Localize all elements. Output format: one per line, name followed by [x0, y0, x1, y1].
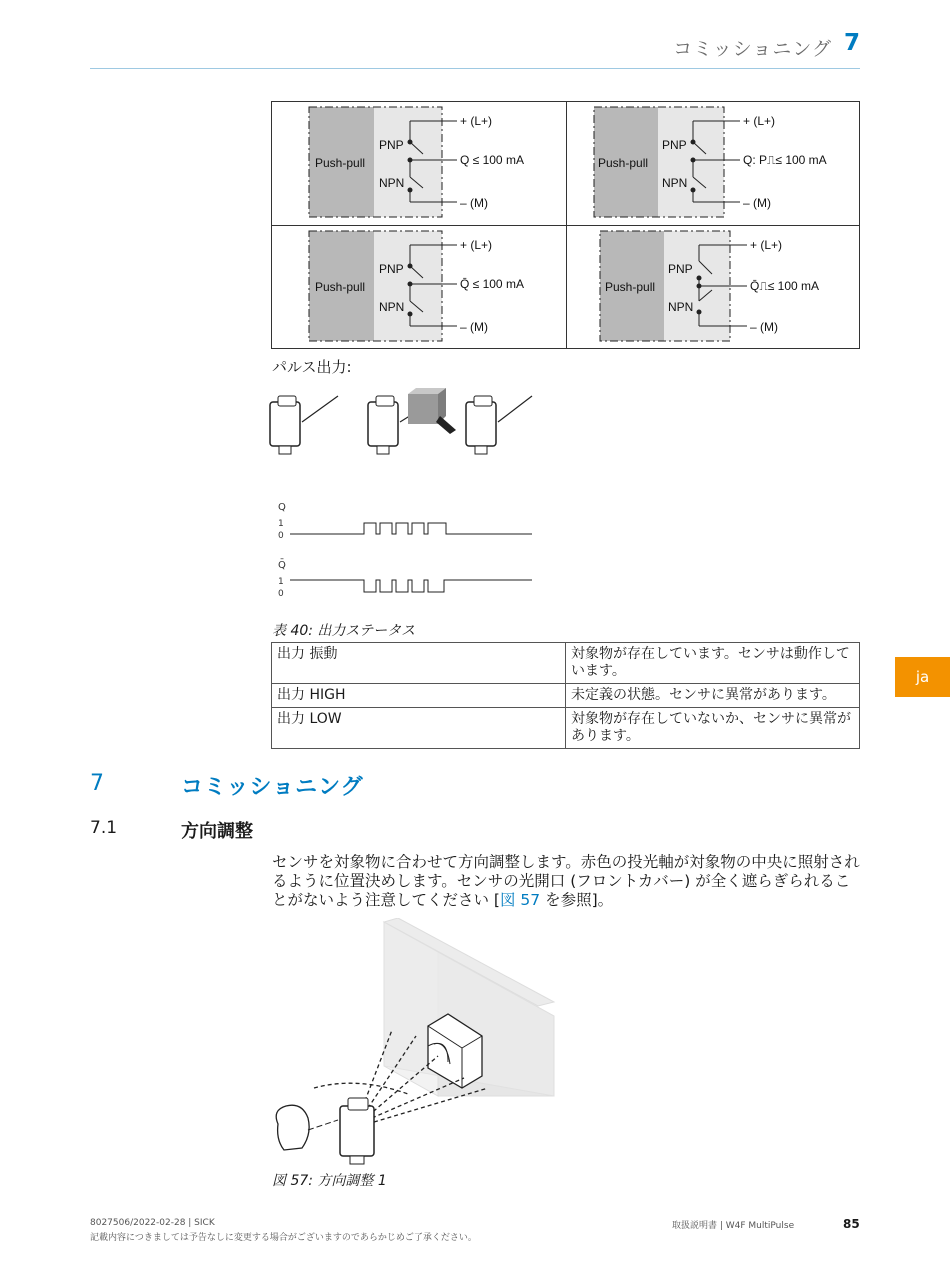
circuit-cell	[272, 102, 565, 224]
subsection-number: 7.1	[90, 818, 118, 838]
page-number: 85	[843, 1217, 860, 1231]
minus-label: – (M)	[750, 320, 778, 334]
minus-label: – (M)	[460, 320, 488, 334]
figure-link[interactable]: 図 57	[499, 891, 541, 909]
output-label: Q̄ ≤ 100 mA	[460, 277, 524, 291]
pnp-label: PNP	[379, 262, 404, 276]
plus-label: + (L+)	[460, 238, 493, 252]
status-description: 未定義の状態。センサに異常があります。	[566, 684, 860, 708]
table-caption: 表 40: 出力ステータス	[272, 623, 416, 639]
figure-caption: 図 57: 方向調整 1	[272, 1173, 387, 1189]
minus-label: – (M)	[460, 196, 488, 210]
pnp-label: PNP	[668, 262, 693, 276]
subsection-title: 方向調整	[181, 821, 253, 842]
pulse-output-title: パルス出力:	[272, 358, 352, 376]
target-cube-icon	[408, 388, 456, 434]
output-label: Q: P⎍≤ 100 mA	[743, 153, 827, 167]
language-tab[interactable]: ja	[895, 657, 950, 697]
alignment-illustration	[268, 918, 560, 1166]
header-rule	[90, 68, 860, 69]
table-row	[272, 643, 860, 684]
footer-doc-id: 8027506/2022-02-28 | SICK	[90, 1218, 215, 1228]
sensor-icon	[340, 1098, 374, 1164]
circuit-cell	[567, 102, 860, 224]
pnp-label: PNP	[662, 138, 687, 152]
high-label: 1	[278, 577, 284, 587]
status-state: 出力 HIGH	[272, 684, 566, 708]
circuit-diagram	[567, 226, 860, 348]
body-paragraph	[272, 853, 862, 910]
plus-label: + (L+)	[743, 114, 776, 128]
block-label: Push-pull	[605, 280, 656, 294]
circuit-cell	[272, 226, 565, 348]
minus-label: – (M)	[743, 196, 771, 210]
plus-label: + (L+)	[460, 114, 493, 128]
block-label: Push-pull	[315, 280, 366, 294]
qbar-label: Q̄	[278, 560, 286, 571]
output-label: Q ≤ 100 mA	[460, 153, 524, 167]
header-chapter-title: コミッショニング	[673, 38, 832, 60]
sensor-icon	[466, 396, 532, 454]
sensor-sequence-illustration	[268, 388, 548, 462]
section-number: 7	[90, 771, 104, 796]
paragraph-text: を参照]。	[540, 891, 614, 909]
status-state: 出力 LOW	[272, 708, 566, 749]
pnp-label: PNP	[379, 138, 404, 152]
plus-label: + (L+)	[750, 238, 783, 252]
paragraph-text: センサを対象物に合わせて方向調整します。赤色の投光軸が対象物の中央に照射されるように位置決めします。センサの光開口 (フロントカバー) が全く遮らぎられることがないよう注意してください [	[272, 853, 860, 909]
npn-label: NPN	[668, 300, 694, 314]
status-description: 対象物が存在していないか、センサに異常があります。	[566, 708, 860, 749]
footer-manual: 取扱説明書 | W4F MultiPulse	[672, 1221, 795, 1231]
block-label: Push-pull	[315, 156, 366, 170]
high-label: 1	[278, 519, 284, 529]
table-row	[272, 708, 860, 749]
output-label: Q̄⎍≤ 100 mA	[750, 279, 820, 293]
section-title: コミッショニング	[181, 775, 364, 800]
low-label: 0	[278, 589, 284, 599]
table-row	[272, 684, 860, 708]
circuit-diagram	[272, 226, 565, 348]
npn-label: NPN	[379, 176, 405, 190]
observer-head-icon	[276, 1105, 338, 1150]
header-chapter-number: 7	[843, 30, 860, 56]
circuit-diagram	[272, 102, 565, 224]
low-label: 0	[278, 531, 284, 541]
footer-notice: 記載内容につきましては予告なしに変更する場合がございますのであらかじめご了承ください。	[90, 1233, 477, 1243]
status-description: 対象物が存在しています。センサは動作しています。	[566, 643, 860, 684]
npn-label: NPN	[379, 300, 405, 314]
sensor-icon	[270, 396, 338, 454]
block-label: Push-pull	[598, 156, 649, 170]
circuit-diagram	[567, 102, 860, 224]
npn-label: NPN	[662, 176, 688, 190]
circuit-cell	[567, 226, 860, 348]
status-table	[271, 642, 860, 749]
circuit-table	[271, 101, 860, 349]
status-state: 出力 振動	[272, 643, 566, 684]
q-label: Q	[278, 502, 286, 513]
pulse-timing-diagram	[274, 498, 538, 600]
